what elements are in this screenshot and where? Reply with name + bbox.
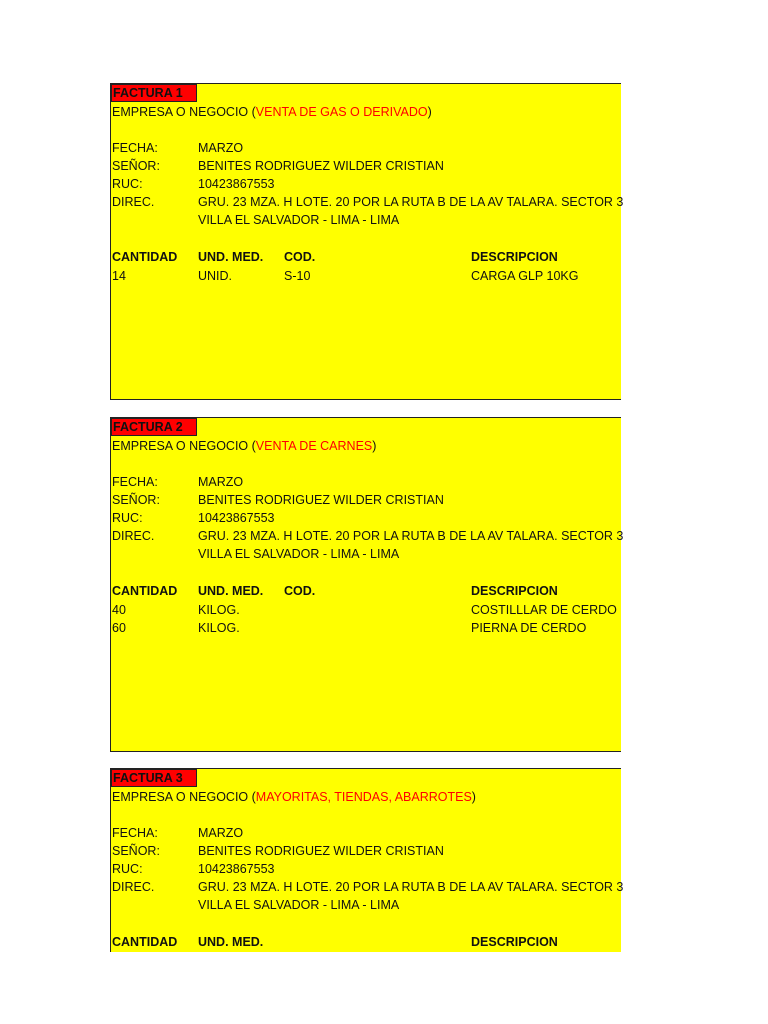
company-prefix: EMPRESA O NEGOCIO ( <box>112 439 256 453</box>
direc-line-1: GRU. 23 MZA. H LOTE. 20 POR LA RUTA B DE LA AV TALARA. SECTOR 3 <box>198 195 624 209</box>
col-und-med-header: UND. MED. <box>198 250 264 264</box>
company-prefix: EMPRESA O NEGOCIO ( <box>112 105 256 119</box>
fecha-label: FECHA: <box>112 475 158 489</box>
item-descripcion: PIERNA DE CERDO <box>471 621 587 635</box>
company-suffix: ) <box>471 790 476 804</box>
ruc-label: RUC: <box>112 177 143 191</box>
col-cod-header: COD. <box>284 250 316 264</box>
fecha-label: FECHA: <box>112 826 158 840</box>
invoice-2 <box>110 417 624 752</box>
business-type: VENTA DE GAS O DERIVADO <box>255 105 428 119</box>
invoice-title: FACTURA 2 <box>111 418 197 436</box>
senor-label: SEÑOR: <box>112 159 160 173</box>
direc-line-1: GRU. 23 MZA. H LOTE. 20 POR LA RUTA B DE LA AV TALARA. SECTOR 3 <box>198 529 624 543</box>
senor-label: SEÑOR: <box>112 844 160 858</box>
col-cantidad-header: CANTIDAD <box>112 584 178 598</box>
company-line <box>112 437 376 455</box>
fecha-value: MARZO <box>198 826 244 840</box>
senor-value: BENITES RODRIGUEZ WILDER CRISTIAN <box>198 844 444 858</box>
col-und-med-header: UND. MED. <box>198 935 264 949</box>
fecha-value: MARZO <box>198 475 244 489</box>
ruc-label: RUC: <box>112 511 143 525</box>
invoice-1 <box>110 83 624 400</box>
item-cantidad: 40 <box>112 603 126 617</box>
direc-label: DIREC. <box>112 880 155 894</box>
item-cantidad: 14 <box>112 269 126 283</box>
direc-line-2: VILLA EL SALVADOR - LIMA - LIMA <box>198 898 400 912</box>
ruc-value: 10423867553 <box>198 862 275 876</box>
senor-value: BENITES RODRIGUEZ WILDER CRISTIAN <box>198 159 444 173</box>
direc-label: DIREC. <box>112 529 155 543</box>
fecha-value: MARZO <box>198 141 244 155</box>
col-descripcion-header: DESCRIPCION <box>471 584 558 598</box>
col-descripcion-header: DESCRIPCION <box>471 935 558 949</box>
direc-line-1: GRU. 23 MZA. H LOTE. 20 POR LA RUTA B DE LA AV TALARA. SECTOR 3 <box>198 880 624 894</box>
direc-label: DIREC. <box>112 195 155 209</box>
business-type: MAYORITAS, TIENDAS, ABARROTES <box>255 790 472 804</box>
direc-line-2: VILLA EL SALVADOR - LIMA - LIMA <box>198 547 400 561</box>
item-descripcion: CARGA GLP 10KG <box>471 269 579 283</box>
item-und-med: KILOG. <box>198 603 240 617</box>
company-line <box>112 788 476 806</box>
ruc-value: 10423867553 <box>198 177 275 191</box>
item-descripcion: COSTILLLAR DE CERDO <box>471 603 617 617</box>
col-cantidad-header: CANTIDAD <box>112 250 178 264</box>
item-cantidad: 60 <box>112 621 126 635</box>
ruc-label: RUC: <box>112 862 143 876</box>
item-und-med: UNID. <box>198 269 233 283</box>
col-cantidad-header: CANTIDAD <box>112 935 178 949</box>
col-descripcion-header: DESCRIPCION <box>471 250 558 264</box>
company-prefix: EMPRESA O NEGOCIO ( <box>112 790 256 804</box>
senor-value: BENITES RODRIGUEZ WILDER CRISTIAN <box>198 493 444 507</box>
item-und-med: KILOG. <box>198 621 240 635</box>
business-type: VENTA DE CARNES <box>255 439 373 453</box>
fecha-label: FECHA: <box>112 141 158 155</box>
col-cod-header: COD. <box>284 584 316 598</box>
col-und-med-header: UND. MED. <box>198 584 264 598</box>
invoice-title: FACTURA 1 <box>111 84 197 102</box>
company-line <box>112 103 432 121</box>
senor-label: SEÑOR: <box>112 493 160 507</box>
invoice-title: FACTURA 3 <box>111 769 197 787</box>
item-cod: S-10 <box>284 269 311 283</box>
direc-line-2: VILLA EL SALVADOR - LIMA - LIMA <box>198 213 400 227</box>
invoice-3 <box>110 768 624 952</box>
ruc-value: 10423867553 <box>198 511 275 525</box>
company-suffix: ) <box>427 105 432 119</box>
company-suffix: ) <box>372 439 377 453</box>
